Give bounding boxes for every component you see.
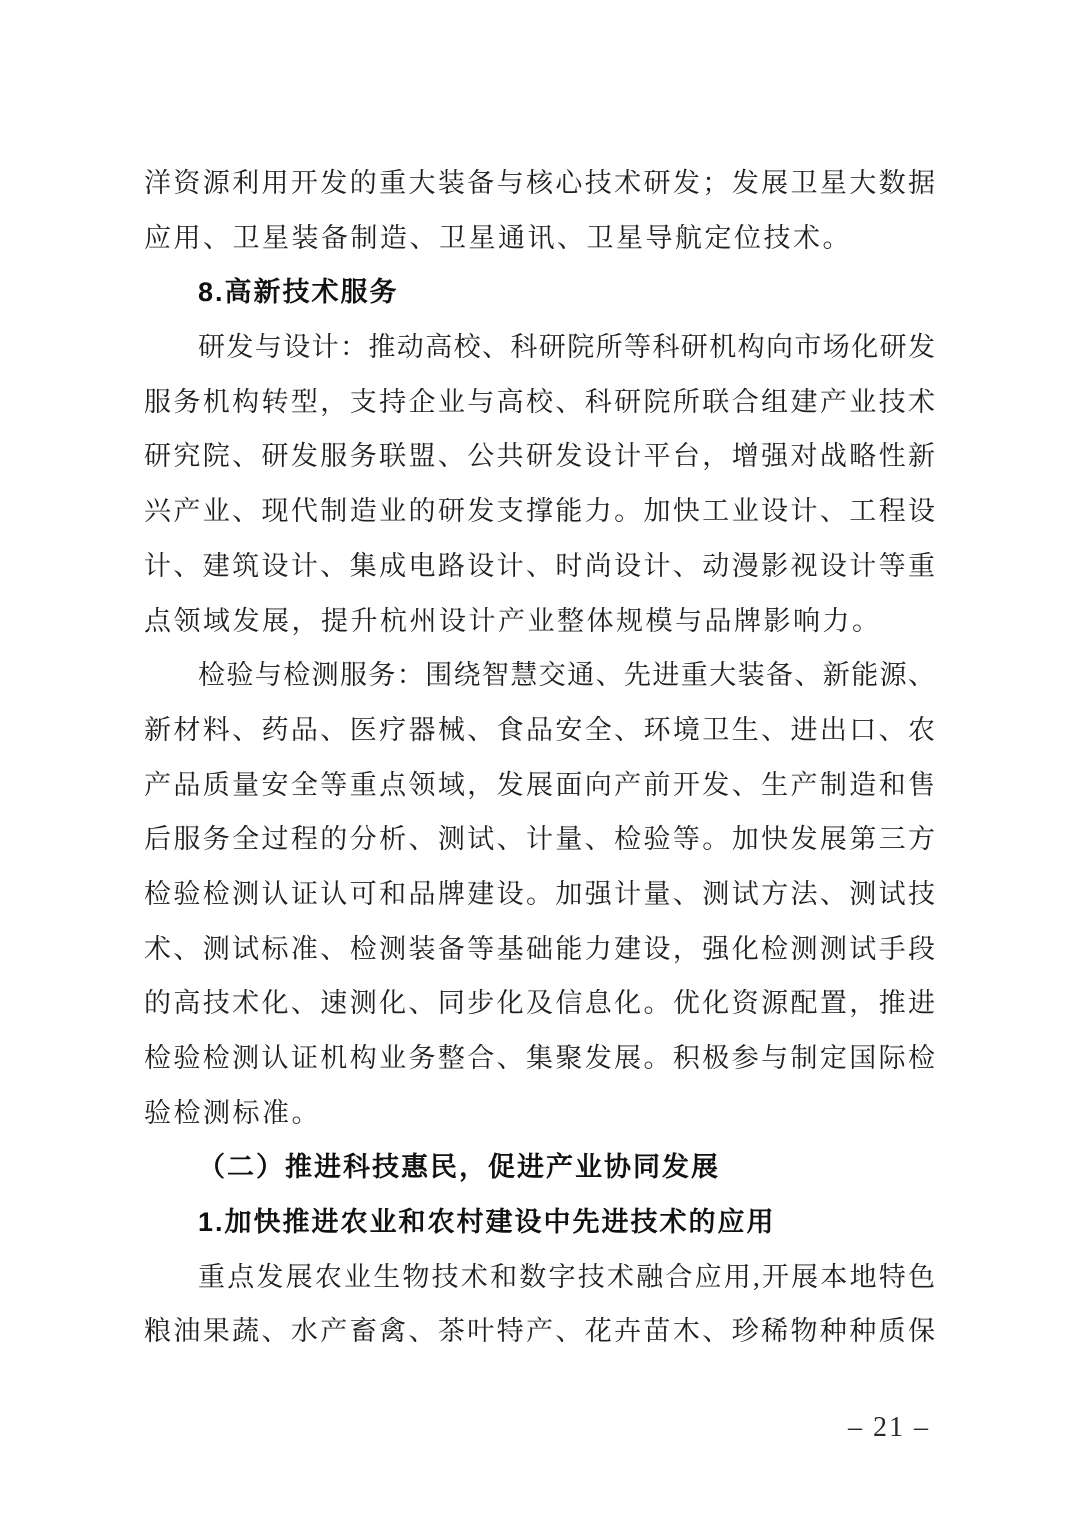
body-text-line: 点领域发展，提升杭州设计产业整体规模与品牌影响力。	[144, 605, 882, 636]
body-text-line: 服务机构转型，支持企业与高校、科研院所联合组建产业技术	[144, 386, 935, 417]
body-text-line: 计、建筑设计、集成电路设计、时尚设计、动漫影视设计等重	[144, 550, 935, 581]
heading-8-high-tech-services: 8.高新技术服务	[198, 277, 399, 308]
heading-section-2-tech-benefit: （二）推进科技惠民，促进产业协同发展	[198, 1152, 720, 1183]
body-text-line: 兴产业、现代制造业的研发支撑能力。加快工业设计、工程设	[144, 496, 935, 527]
body-text-line: 应用、卫星装备制造、卫星通讯、卫星导航定位技术。	[144, 222, 852, 253]
body-text-line: 术、测试标准、检测装备等基础能力建设，强化检测测试手段	[144, 933, 935, 964]
body-text-line: 检验与检测服务：围绕智慧交通、先进重大装备、新能源、	[198, 660, 935, 691]
body-text-line: 重点发展农业生物技术和数字技术融合应用,开展本地特色	[198, 1261, 935, 1292]
body-text-line: 研发与设计：推动高校、科研院所等科研机构向市场化研发	[198, 332, 935, 363]
body-text-line: 粮油果蔬、水产畜禽、茶叶特产、花卉苗木、珍稀物种种质保	[144, 1316, 935, 1347]
body-text-line: 检验检测认证机构业务整合、集聚发展。积极参与制定国际检	[144, 1043, 935, 1073]
heading-1-agriculture-tech: 1.加快推进农业和农村建设中先进技术的应用	[198, 1207, 776, 1238]
body-text-line: 洋资源利用开发的重大装备与核心技术研发；发展卫星大数据	[144, 168, 935, 198]
body-text-line: 检验检测认证认可和品牌建设。加强计量、测试方法、测试技	[144, 878, 935, 909]
body-text-line: 的高技术化、速测化、同步化及信息化。优化资源配置，推进	[144, 988, 935, 1019]
body-text-line: 产品质量安全等重点领域，发展面向产前开发、生产制造和售	[144, 769, 935, 800]
body-text-line: 验检测标准。	[144, 1097, 321, 1128]
document-body	[144, 156, 935, 1359]
page-number: – 21 –	[848, 1412, 930, 1443]
body-text-line: 后服务全过程的分析、测试、计量、检验等。加快发展第三方	[144, 824, 935, 855]
body-text-line: 新材料、药品、医疗器械、食品安全、环境卫生、进出口、农	[144, 714, 935, 745]
body-text-line: 研究院、研发服务联盟、公共研发设计平台，增强对战略性新	[144, 441, 935, 472]
